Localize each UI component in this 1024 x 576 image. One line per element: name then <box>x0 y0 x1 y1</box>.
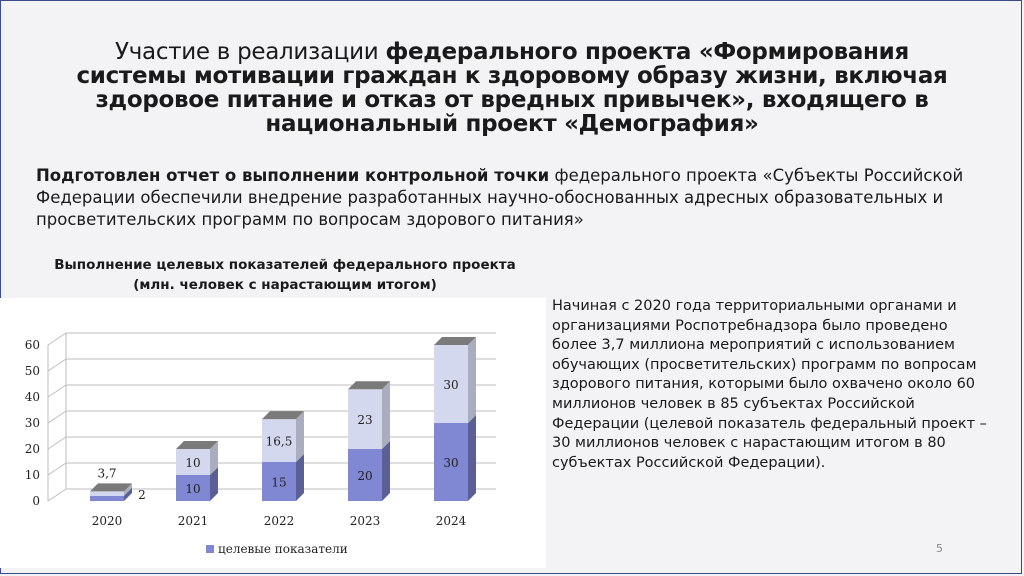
bar-side-upper <box>468 337 476 423</box>
data-label-upper: 10 <box>185 456 201 470</box>
x-tick-label: 2023 <box>349 514 381 528</box>
grid-depth-line <box>48 385 66 397</box>
bar-side-upper <box>296 411 304 462</box>
bar-lower-segment <box>90 496 124 501</box>
slide-title <box>60 40 964 136</box>
y-tick-label: 0 <box>32 494 40 508</box>
x-tick-label: 2022 <box>263 514 295 528</box>
data-label-upper: 3,7 <box>97 466 117 481</box>
data-label-upper: 23 <box>357 413 373 428</box>
data-label-upper: 16,5 <box>265 434 293 449</box>
x-tick-label: 2020 <box>91 514 123 528</box>
y-tick-label: 20 <box>24 442 40 456</box>
y-tick-label: 30 <box>24 416 40 430</box>
bar-side-lower <box>382 441 390 501</box>
y-tick-label: 10 <box>24 468 40 482</box>
legend-swatch <box>206 545 214 553</box>
y-tick-label: 40 <box>24 390 40 404</box>
chart-area <box>0 298 546 568</box>
data-label-upper: 30 <box>443 378 459 392</box>
data-label-lower: 20 <box>357 469 373 483</box>
bar-side-upper <box>382 381 390 449</box>
bar-chart <box>0 298 546 568</box>
bar-side-lower <box>296 454 304 501</box>
title-regular: Участие в реализации <box>115 39 386 65</box>
x-tick-label: 2021 <box>177 514 209 528</box>
legend-label: целевые показатели <box>218 542 348 556</box>
intro-bold: Подготовлен отчет о выполнении контрольной точки <box>36 166 550 185</box>
title-bold: федерального проекта «Формирования системы мотивации граждан к здоровому образу жизни, включая здоровое питание и отказ от вредных привычек», входящего в национальный проект «Демография» <box>76 39 948 137</box>
data-label-lower: 10 <box>185 482 201 496</box>
grid-depth-line <box>48 359 66 371</box>
data-label-lower: 15 <box>271 475 287 490</box>
page-number: 5 <box>936 542 943 555</box>
grid-depth-line <box>48 437 66 449</box>
chart-legend <box>206 542 348 556</box>
intro-rest: федерального проекта «Субъекты Российской Федерации обеспечили внедрение разработанных научно-обоснованных адресных образовательных и просветительских программ по вопросам здорового питания» <box>36 166 964 229</box>
bar-side-lower <box>468 415 476 501</box>
grid-depth-line <box>48 333 66 345</box>
y-tick-label: 50 <box>24 364 40 378</box>
side-description: Начиная с 2020 года территориальными органами и организациями Роспотребнадзора было проведено более 3,7 миллиона мероприятий с использованием обучающих (просветительских) программ по вопросам здорового питания, которыми было охвачено около 60 миллионов человек в 85 субъектах Российской Федерации (целевой показатель федеральный проект – 30 миллионов человек с нарастающим итогом в 80 субъектах Российской Федерации). <box>552 298 987 471</box>
x-tick-label: 2024 <box>435 514 467 528</box>
grid-depth-line <box>48 463 66 475</box>
data-label-lower: 2 <box>138 488 146 502</box>
bar-upper-segment <box>90 491 124 495</box>
grid-depth-line <box>48 489 66 501</box>
chart-title: Выполнение целевых показателей федерального проекта (млн. человек с нарастающим итогом) <box>54 257 516 293</box>
data-label-lower: 30 <box>443 456 459 470</box>
grid-depth-line <box>48 411 66 423</box>
intro-paragraph <box>36 165 976 231</box>
y-tick-label: 60 <box>24 338 40 352</box>
